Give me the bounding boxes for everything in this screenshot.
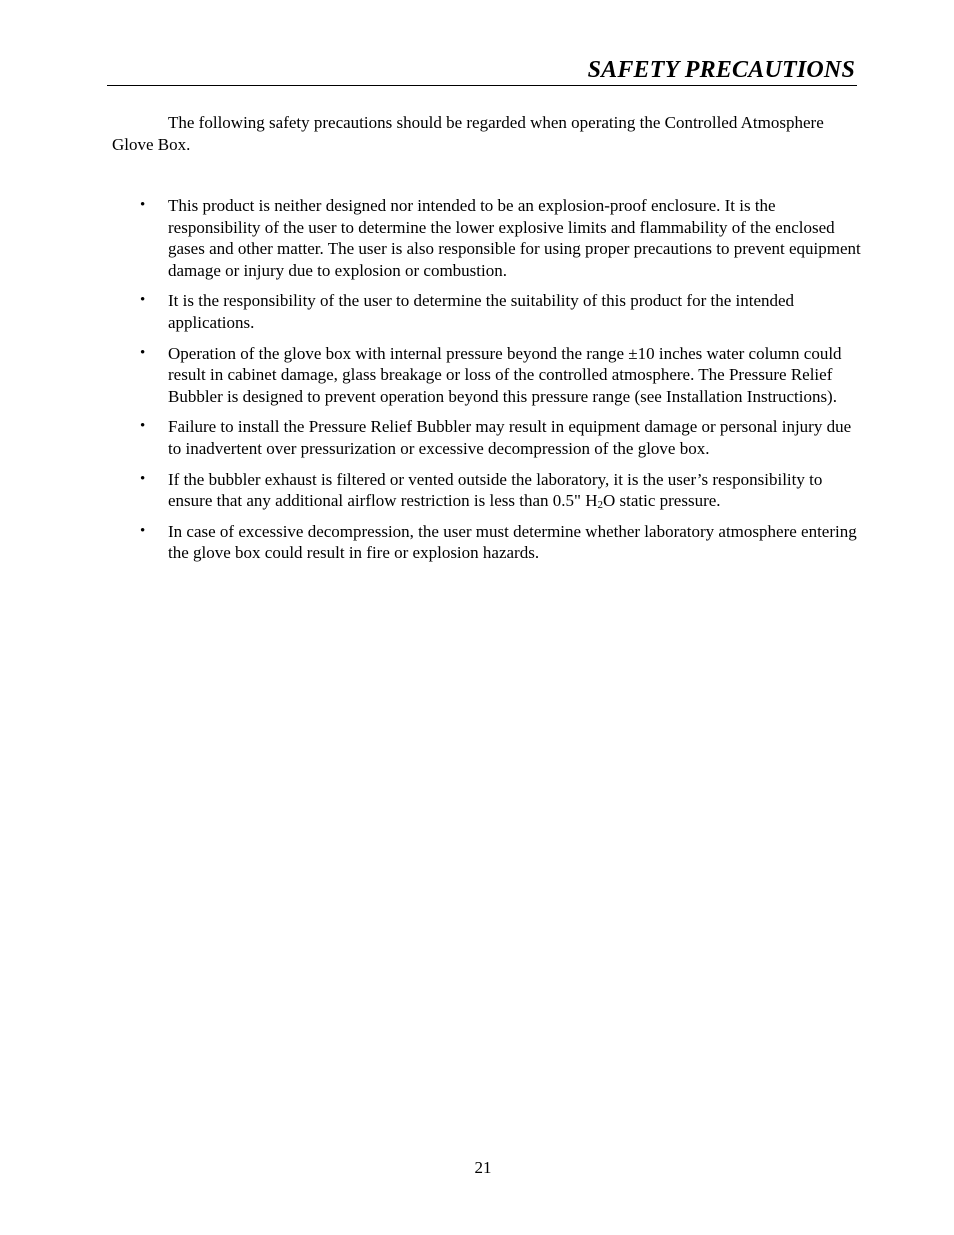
list-item-text-after: O static pressure.: [602, 491, 721, 511]
list-item-text: [168, 470, 822, 511]
list-item-text: It is the responsibility of the user to determine the suitability of this product for the intended applications.: [168, 291, 795, 332]
subscript: 2: [597, 499, 603, 512]
list-item: [0, 343, 868, 408]
header-divider: [107, 85, 857, 86]
intro-paragraph: The following safety precautions should be regarded when operating the Controlled Atmosphere Glove Box.: [112, 113, 824, 154]
bullet-icon: •: [140, 470, 146, 487]
list-item-text: Failure to install the Pressure Relief Bubbler may result in equipment damage or personal injury due to inadvertent over pressurization or excessive decompression of the glove box.: [168, 417, 852, 458]
page-number: 21: [474, 1158, 492, 1177]
bullet-icon: •: [140, 292, 146, 309]
safety-precautions-list: [0, 195, 954, 573]
list-item-text: In case of excessive decompression, the user must determine whether laboratory atmosphere entering the glove box could result in fire or explosion hazards.: [168, 521, 857, 563]
list-item-text-before: If the bubbler exhaust is filtered or vented outside the laboratory, it is the user’s responsibility to ensure that any additional airflow restriction is less than 0.5" H: [168, 469, 823, 511]
bullet-icon: •: [140, 344, 146, 361]
page-title: SAFETY PRECAUTIONS: [587, 57, 855, 83]
list-item: [0, 290, 868, 333]
bullet-icon: •: [140, 522, 146, 539]
list-item: [0, 416, 868, 459]
list-item-text: This product is neither designed nor intended to be an explosion-proof enclosure. It is the responsibility of the user to determine the lower explosive limits and flammability of the enclosed gases and other matter. The user is also responsible for using proper precautions to prevent equipment damage or injury due to explosion or combustion.: [168, 196, 861, 280]
bullet-icon: •: [140, 418, 146, 435]
list-item: [0, 195, 868, 281]
list-item: [0, 521, 868, 564]
bullet-icon: •: [140, 197, 146, 213]
list-item-text: Operation of the glove box with internal pressure beyond the range ±10 inches water column could result in cabinet damage, glass breakage or loss of the controlled atmosphere. The Pressure Relief Bubbler is designed to prevent operation beyond this pressure range (see Installation Instructions).: [168, 343, 842, 406]
list-item: [0, 469, 868, 512]
